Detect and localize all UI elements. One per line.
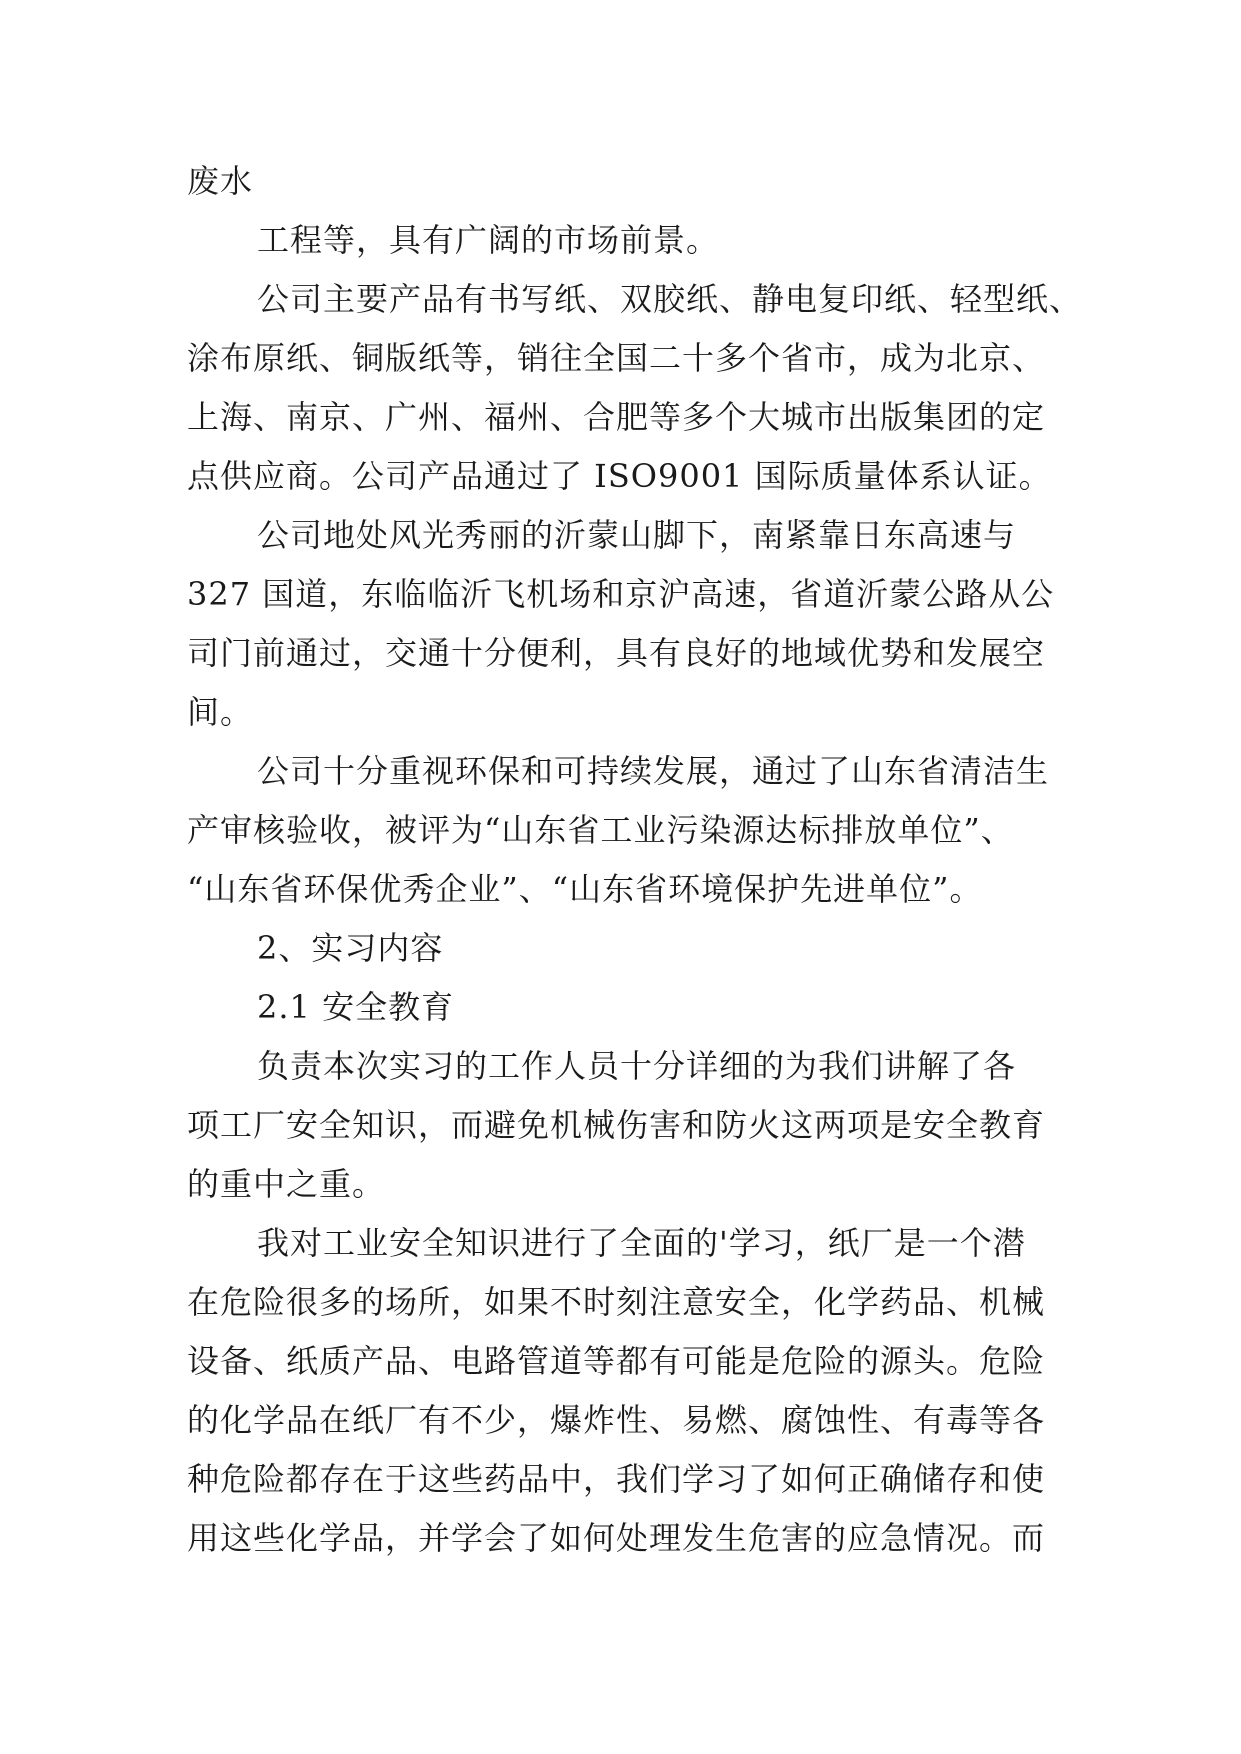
- document-body: [187, 152, 1083, 1568]
- text-line: 用这些化学品，并学会了如何处理发生危害的应急情况。而: [187, 1519, 1046, 1557]
- text-line: 公司地处风光秀丽的沂蒙山脚下，南紧靠日东高速与: [257, 516, 1017, 554]
- text-line: 2.1 安全教育: [257, 988, 455, 1026]
- text-line: 的重中之重。: [187, 1165, 386, 1203]
- text-line: 公司十分重视环保和可持续发展，通过了山东省清洁生: [257, 752, 1050, 790]
- text-line: 我对工业安全知识进行了全面的'学习，纸厂是一个潜: [257, 1224, 1026, 1262]
- text-line: 公司主要产品有书写纸、双胶纸、静电复印纸、轻型纸、: [257, 280, 1083, 318]
- text-line: 327 国道，东临临沂飞机场和京沪高速，省道沂蒙公路从公: [187, 575, 1055, 613]
- text-line: 2、实习内容: [257, 929, 444, 967]
- text-line: 涂布原纸、铜版纸等，销往全国二十多个省市，成为北京、: [187, 339, 1046, 377]
- text-line: 上海、南京、广州、福州、合肥等多个大城市出版集团的定: [187, 398, 1046, 436]
- text-line: 产审核验收，被评为“山东省工业污染源达标排放单位”、: [187, 811, 1014, 849]
- text-line: 点供应商。公司产品通过了 ISO9001 国际质量体系认证。: [187, 457, 1052, 495]
- text-line: 种危险都存在于这些药品中，我们学习了如何正确储存和使: [187, 1460, 1046, 1498]
- text-line: 废水: [187, 162, 254, 200]
- text-line: 间。: [187, 693, 254, 731]
- text-line: 的化学品在纸厂有不少，爆炸性、易燃、腐蚀性、有毒等各: [187, 1401, 1046, 1439]
- text-line: 工程等，具有广阔的市场前景。: [257, 221, 720, 259]
- text-line: 设备、纸质产品、电路管道等都有可能是危险的源头。危险: [187, 1342, 1046, 1380]
- text-line: 负责本次实习的工作人员十分详细的为我们讲解了各: [257, 1047, 1017, 1085]
- text-line: 在危险很多的场所，如果不时刻注意安全，化学药品、机械: [187, 1283, 1046, 1321]
- text-line: “山东省环保优秀企业”、“山东省环境保护先进单位”。: [187, 870, 983, 908]
- text-line: 司门前通过，交通十分便利，具有良好的地域优势和发展空: [187, 634, 1046, 672]
- text-line: 项工厂安全知识，而避免机械伤害和防火这两项是安全教育: [187, 1106, 1046, 1144]
